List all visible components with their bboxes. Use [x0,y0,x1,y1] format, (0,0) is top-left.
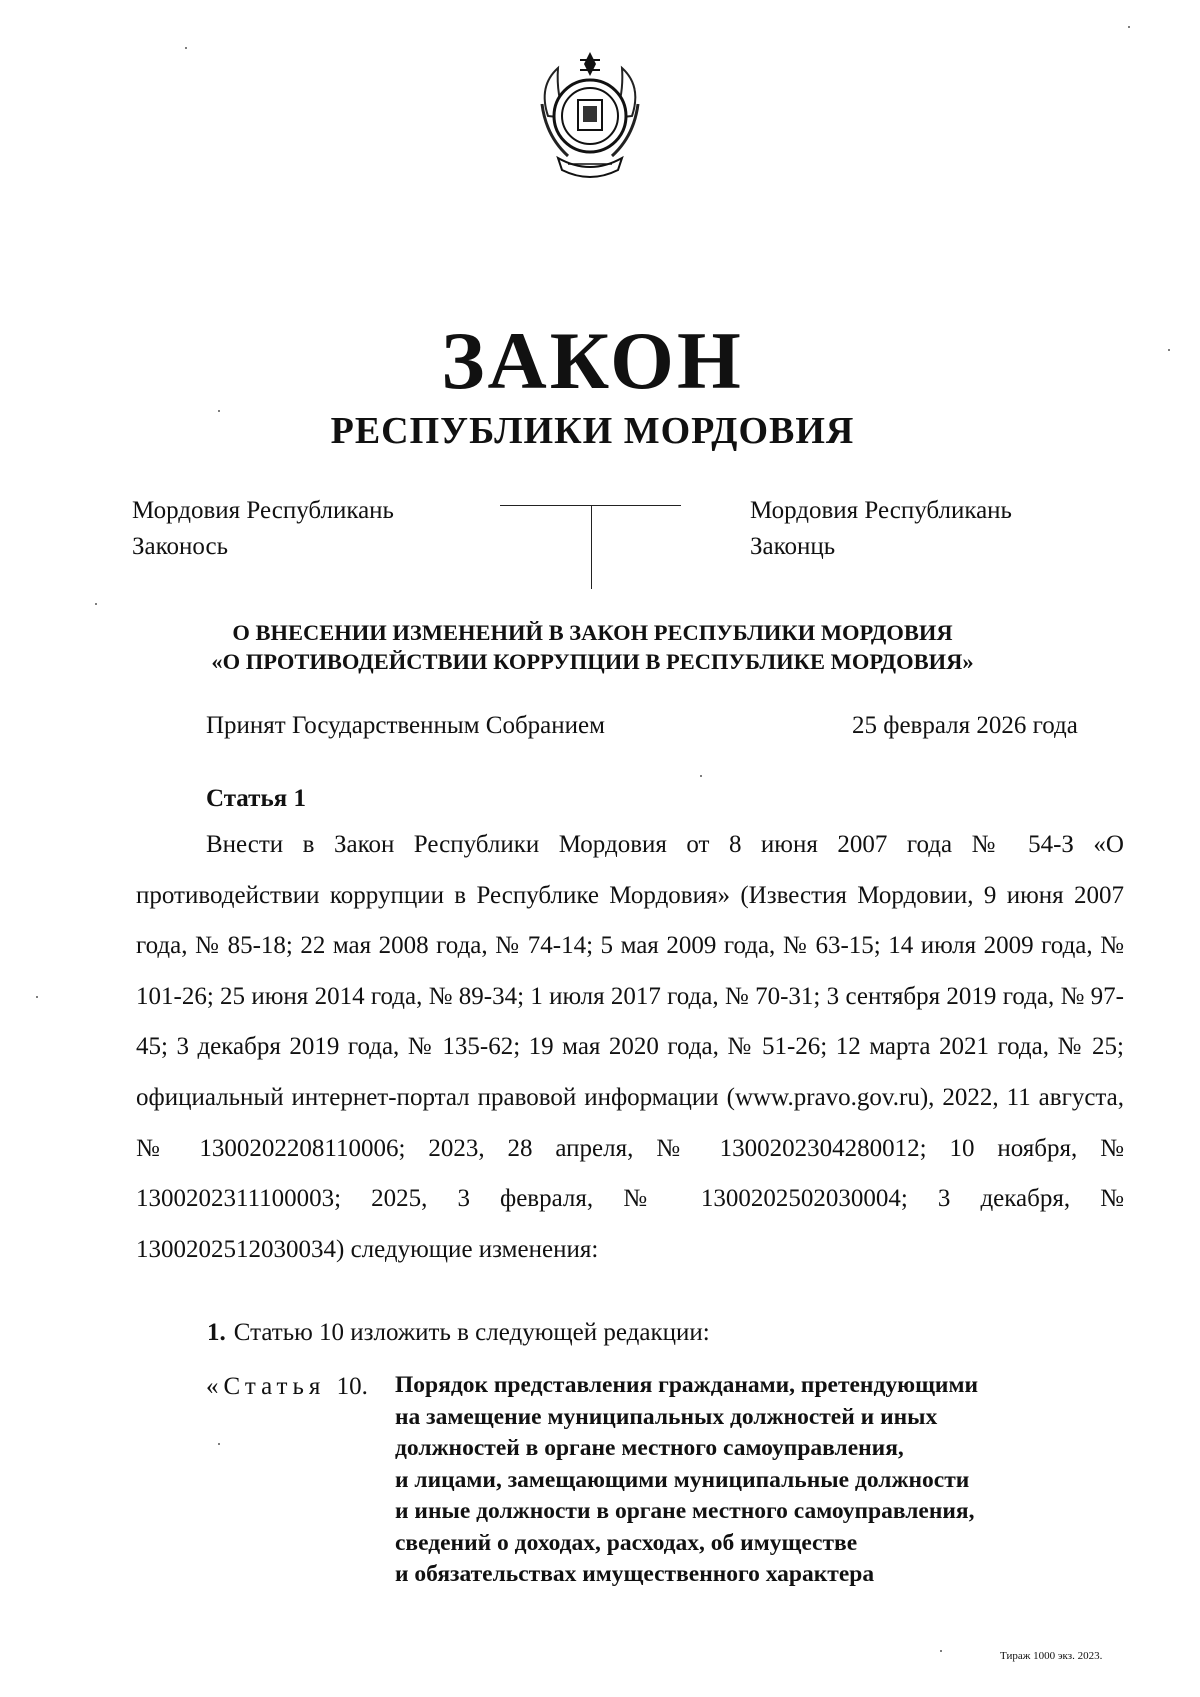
law-name-moksha [132,493,394,565]
article-1-text: Внести в Закон Республики Мордовия от 8 июня 2007 года № 54-З «О противодействии коррупции в Республике Мордовия» (Известия Мордовии, 9 июня 2007 года, № 85-18; 22 мая 2008 года, № 74-14; 5 мая 2009 года, № 63-15; 14 июля 2009 года, № 101-26; 25 июня 2014 года, № 89-34; 1 июля 2017 года, № 70-31; 3 сентября 2019 года, № 97-45; 3 декабря 2019 года, № 135-62; 19 мая 2020 года, № 51-26; 12 марта 2021 года, № 25; официальный интернет-портал правовой информации (www.pravo.gov.ru), 2022, 11 августа, № 1300202208110006; 2023, 28 апреля, № 1300202304280012; 10 ноября, № 1300202311100003; 2025, 3 февраля, № 1300202502030004; 3 декабря, № 1300202512030034) следующие изменения: [136,831,1124,1263]
print-run-note: Тираж 1000 экз. 2023. [1000,1650,1103,1662]
scan-speck [1168,349,1170,351]
scan-speck [940,1650,942,1652]
article-10-title-line: сведений о доходах, расходах, об имуществе [395,1529,858,1556]
article-10-title-line: и иные должности в органе местного самоуправления, [395,1498,975,1524]
adoption-date: 25 февраля 2026 года [852,712,1078,739]
article-10-title [395,1370,1115,1591]
adoption-label: Принят Государственным Собранием [206,712,605,739]
scan-speck [218,410,220,412]
law-name-moksha-line2: Законось [132,533,228,560]
article-10-label-prefix: «Статья [206,1373,326,1400]
article-10-title-line: должностей в органе местного самоуправления, [395,1435,904,1461]
scan-speck [218,1443,220,1445]
item-1-text: Статью 10 изложить в следующей редакции: [233,1319,710,1346]
law-name-erzya [750,493,1012,565]
document-subtitle: РЕСПУБЛИКИ МОРДОВИЯ [330,410,855,452]
article-1-title: Статья 1 [206,785,306,812]
article-10-title-line: на замещение муниципальных должностей и иных [395,1403,938,1430]
article-10-title-line: Порядок представления гражданами, претендующими [395,1372,978,1398]
header-divider-vertical [591,505,592,589]
law-name-erzya-line2: Законць [750,533,836,560]
scan-speck [1128,26,1130,28]
article-1-item-1 [207,1316,710,1350]
law-name-moksha-line1: Мордовия Республикань [132,497,394,524]
article-10-label-number: 10. [336,1373,368,1400]
document-title: ЗАКОН [441,315,744,406]
scan-speck [36,996,38,998]
law-heading-line2: «О ПРОТИВОДЕЙСТВИИ КОРРУПЦИИ В РЕСПУБЛИКЕ МОРДОВИЯ» [211,649,974,674]
item-1-number: 1. [207,1319,226,1346]
article-10-label [206,1372,368,1402]
coat-of-arms-icon [528,46,652,186]
article-10-title-line: и обязательствах имущественного характера [395,1561,875,1587]
article-10-title-line: и лицами, замещающими муниципальные должности [395,1466,970,1493]
scan-speck [185,47,187,49]
law-heading-line1: О ВНЕСЕНИИ ИЗМЕНЕНИЙ В ЗАКОН РЕСПУБЛИКИ МОРДОВИЯ [232,620,953,645]
scan-speck [700,775,702,777]
law-name-erzya-line1: Мордовия Республикань [750,497,1012,524]
scan-speck [95,603,97,605]
